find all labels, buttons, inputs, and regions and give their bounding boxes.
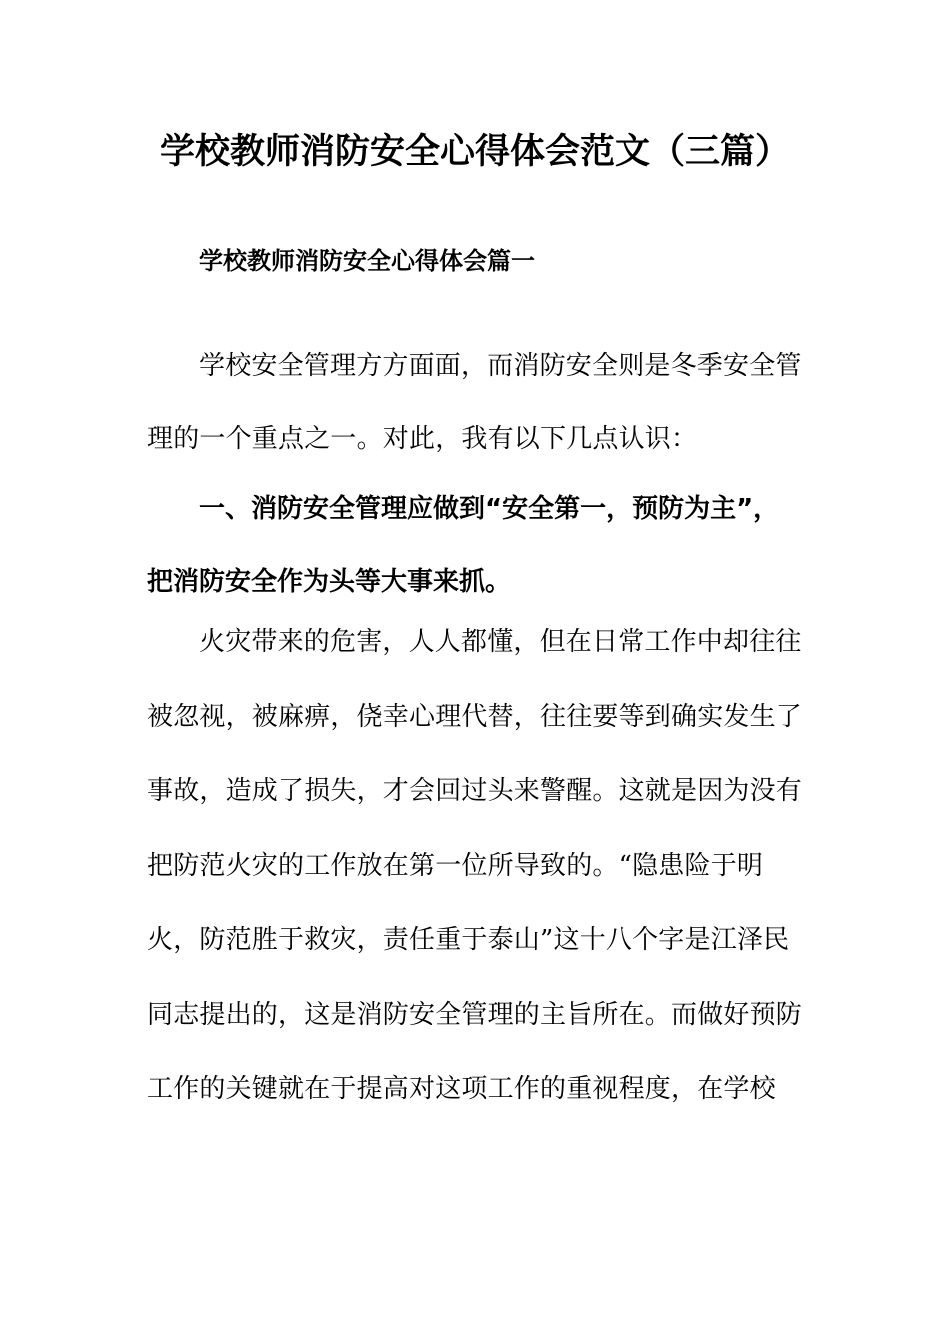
paragraph-2-line-3: 事故，造成了损失，才会回过头来警醒。这就是因为没有 xyxy=(147,776,803,806)
paragraph-2-line-5: 火，防范胜于救灾，责任重于泰山”这十八个字是江泽民 xyxy=(147,925,790,955)
point-1-heading-line-1: 一、消防安全管理应做到“安全第一，预防为主”， xyxy=(199,494,780,524)
paragraph-2-line-7: 工作的关键就在于提高对这项工作的重视程度，在学校 xyxy=(147,1074,776,1104)
paragraph-2-line-6: 同志提出的，这是消防安全管理的主旨所在。而做好预防 xyxy=(147,1000,803,1030)
paragraph-1-line-2: 理的一个重点之一。对此，我有以下几点认识： xyxy=(147,424,698,454)
paragraph-2-line-4: 把防范火灾的工作放在第一位所导致的。“隐患险于明 xyxy=(147,851,764,881)
point-1-heading-line-2: 把消防安全作为头等大事来抓。 xyxy=(147,567,512,597)
document-title: 学校教师消防安全心得体会范文（三篇） xyxy=(159,132,790,172)
paragraph-2-line-1: 火灾带来的危害，人人都懂，但在日常工作中却往往 xyxy=(199,627,802,657)
section-heading: 学校教师消防安全心得体会篇一 xyxy=(199,247,535,275)
paragraph-1-line-1: 学校安全管理方方面面，而消防安全则是冬季安全管 xyxy=(199,351,802,381)
paragraph-2-line-2: 被忽视，被麻痹，侥幸心理代替，往往要等到确实发生了 xyxy=(147,702,803,732)
